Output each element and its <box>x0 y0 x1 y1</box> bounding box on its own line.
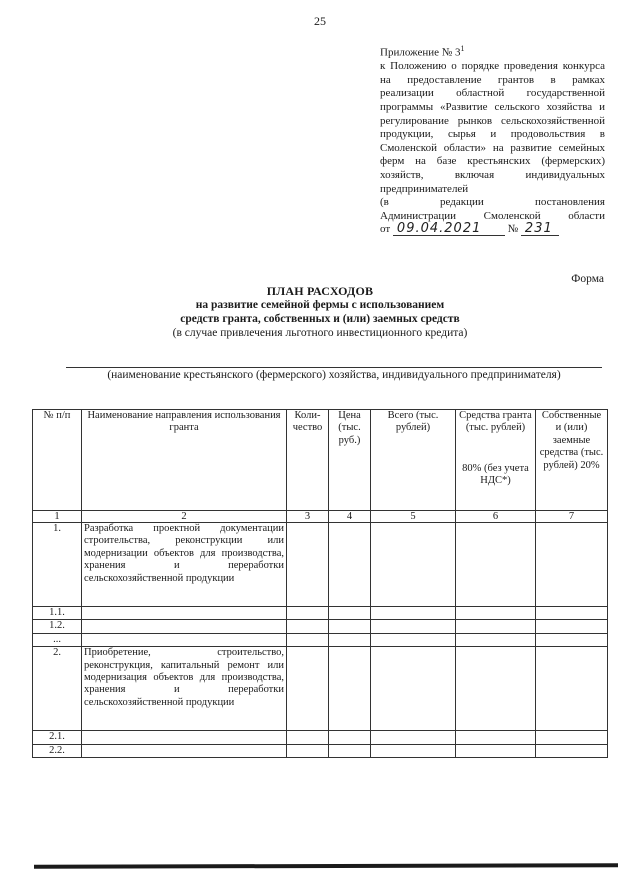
row-num: 2. <box>33 647 82 731</box>
admin-word: Смоленской <box>483 209 541 222</box>
row-cell <box>329 633 371 646</box>
form-label: Форма <box>571 273 604 285</box>
edition-word: постановления <box>534 196 605 209</box>
col-number: 2 <box>82 511 287 523</box>
row-num: 1.1. <box>33 607 82 620</box>
row-name <box>82 744 287 757</box>
row-cell <box>456 744 536 757</box>
header-total: Всего (тыс. рублей) <box>371 410 456 511</box>
scan-edge-bar <box>34 863 618 869</box>
row-cell <box>287 620 329 633</box>
row-cell <box>536 607 608 620</box>
column-number-row <box>33 511 608 523</box>
row-cell <box>536 620 608 633</box>
edition-word: редакции <box>440 196 484 209</box>
number-value: 231 <box>521 223 559 236</box>
appendix-title: Приложение № $3^1$ <box>380 44 465 59</box>
plan-title: ПЛАН РАСХОДОВ <box>266 284 374 298</box>
row-name <box>82 607 287 620</box>
appendix-title-sup: 1 <box>460 44 465 53</box>
row-num: 1.2. <box>33 620 82 633</box>
col-number: 4 <box>329 511 371 523</box>
row-cell <box>456 523 536 607</box>
row-cell <box>371 731 456 744</box>
row-cell <box>456 647 536 731</box>
row-cell <box>329 647 371 731</box>
table-row <box>33 607 608 620</box>
col-number: 3 <box>287 511 329 523</box>
appendix-text: к Положению о порядке проведения конкурса на предоставление грантов в рамках реализации областной государственной программы «Развитие сельского хозяйства и регулирование рынков сельскохозяйственной продукции, сырья и продовольствия в Смоленской области» на развитие семейных ферм на базе крестьянских (фермерских) хозяйств, включая индивидуальных предпринимателей <box>380 60 605 195</box>
row-name <box>82 731 287 744</box>
col-number: 6 <box>456 511 536 523</box>
row-num: ... <box>33 633 82 646</box>
header-qty: Коли-чество <box>287 410 329 511</box>
row-cell <box>371 633 456 646</box>
row-cell <box>371 744 456 757</box>
plan-subtitle-2: средств гранта, собственных и (или) заемных средств <box>180 313 460 325</box>
table-row <box>33 633 608 646</box>
row-num: 2.2. <box>33 744 82 757</box>
row-name: Приобретение, строительство, реконструкция, капитальный ремонт или модернизация объектов для производства, хранения и переработки сельскохозяйственной продукции <box>82 647 287 731</box>
row-cell <box>287 744 329 757</box>
table-row <box>33 620 608 633</box>
row-cell <box>287 731 329 744</box>
header-own: Собственные и (или) заемные средства (тыс. рублей) 20% <box>536 410 608 511</box>
table-row <box>33 744 608 757</box>
header-price: Цена (тыс. руб.) <box>329 410 371 511</box>
row-cell <box>456 607 536 620</box>
date-value: 09.04.2021 <box>393 223 505 236</box>
row-cell <box>371 647 456 731</box>
row-cell <box>536 633 608 646</box>
number-prefix: № <box>507 223 519 236</box>
table-row <box>33 523 608 607</box>
row-num: 1. <box>33 523 82 607</box>
header-grant-label: Средства гранта (тыс. рублей) <box>459 410 532 434</box>
edition-line <box>380 196 605 210</box>
row-cell <box>329 744 371 757</box>
header-name: Наименование направления использования гранта <box>82 410 287 511</box>
farm-name-line <box>66 367 602 368</box>
table-row <box>33 647 608 731</box>
date-prefix: от <box>380 223 391 236</box>
row-cell <box>287 647 329 731</box>
row-cell <box>371 523 456 607</box>
row-cell <box>371 620 456 633</box>
table-row <box>33 731 608 744</box>
row-cell <box>371 607 456 620</box>
header-grant-percent: 80% (без учета НДС*) <box>462 462 529 487</box>
row-cell <box>329 731 371 744</box>
row-cell <box>329 607 371 620</box>
row-name <box>82 620 287 633</box>
farm-name-caption: (наименование крестьянского (фермерского) хозяйства, индивидуального предпринимателя) <box>107 369 561 381</box>
col-number: 1 <box>33 511 82 523</box>
row-cell <box>456 731 536 744</box>
row-cell <box>287 523 329 607</box>
date-line <box>380 223 605 237</box>
row-cell <box>536 647 608 731</box>
table-header-row <box>33 410 608 511</box>
row-cell <box>456 620 536 633</box>
col-number: 7 <box>536 511 608 523</box>
row-num: 2.1. <box>33 731 82 744</box>
header-grant <box>456 410 536 511</box>
header-num: № п/п <box>33 410 82 511</box>
row-cell <box>536 744 608 757</box>
admin-word: области <box>568 209 605 222</box>
page-number: 25 <box>314 14 326 28</box>
expense-plan-table <box>32 409 608 758</box>
row-cell <box>329 620 371 633</box>
row-name <box>82 633 287 646</box>
row-cell <box>287 607 329 620</box>
row-cell <box>536 523 608 607</box>
plan-heading <box>0 284 640 340</box>
edition-word: (в <box>380 196 389 209</box>
row-name: Разработка проектной документации строительства, реконструкции или модернизации объектов для производства, хранения и переработки сельскохозяйственной продукции <box>82 523 287 607</box>
row-cell <box>287 633 329 646</box>
admin-word: Администрации <box>380 209 457 222</box>
row-cell <box>456 633 536 646</box>
row-cell <box>536 731 608 744</box>
plan-subtitle-3: (в случае привлечения льготного инвестиционного кредита) <box>172 327 468 339</box>
row-cell <box>329 523 371 607</box>
appendix-block <box>380 42 605 237</box>
col-number: 5 <box>371 511 456 523</box>
plan-subtitle-1: на развитие семейной фермы с использованием <box>195 299 445 311</box>
